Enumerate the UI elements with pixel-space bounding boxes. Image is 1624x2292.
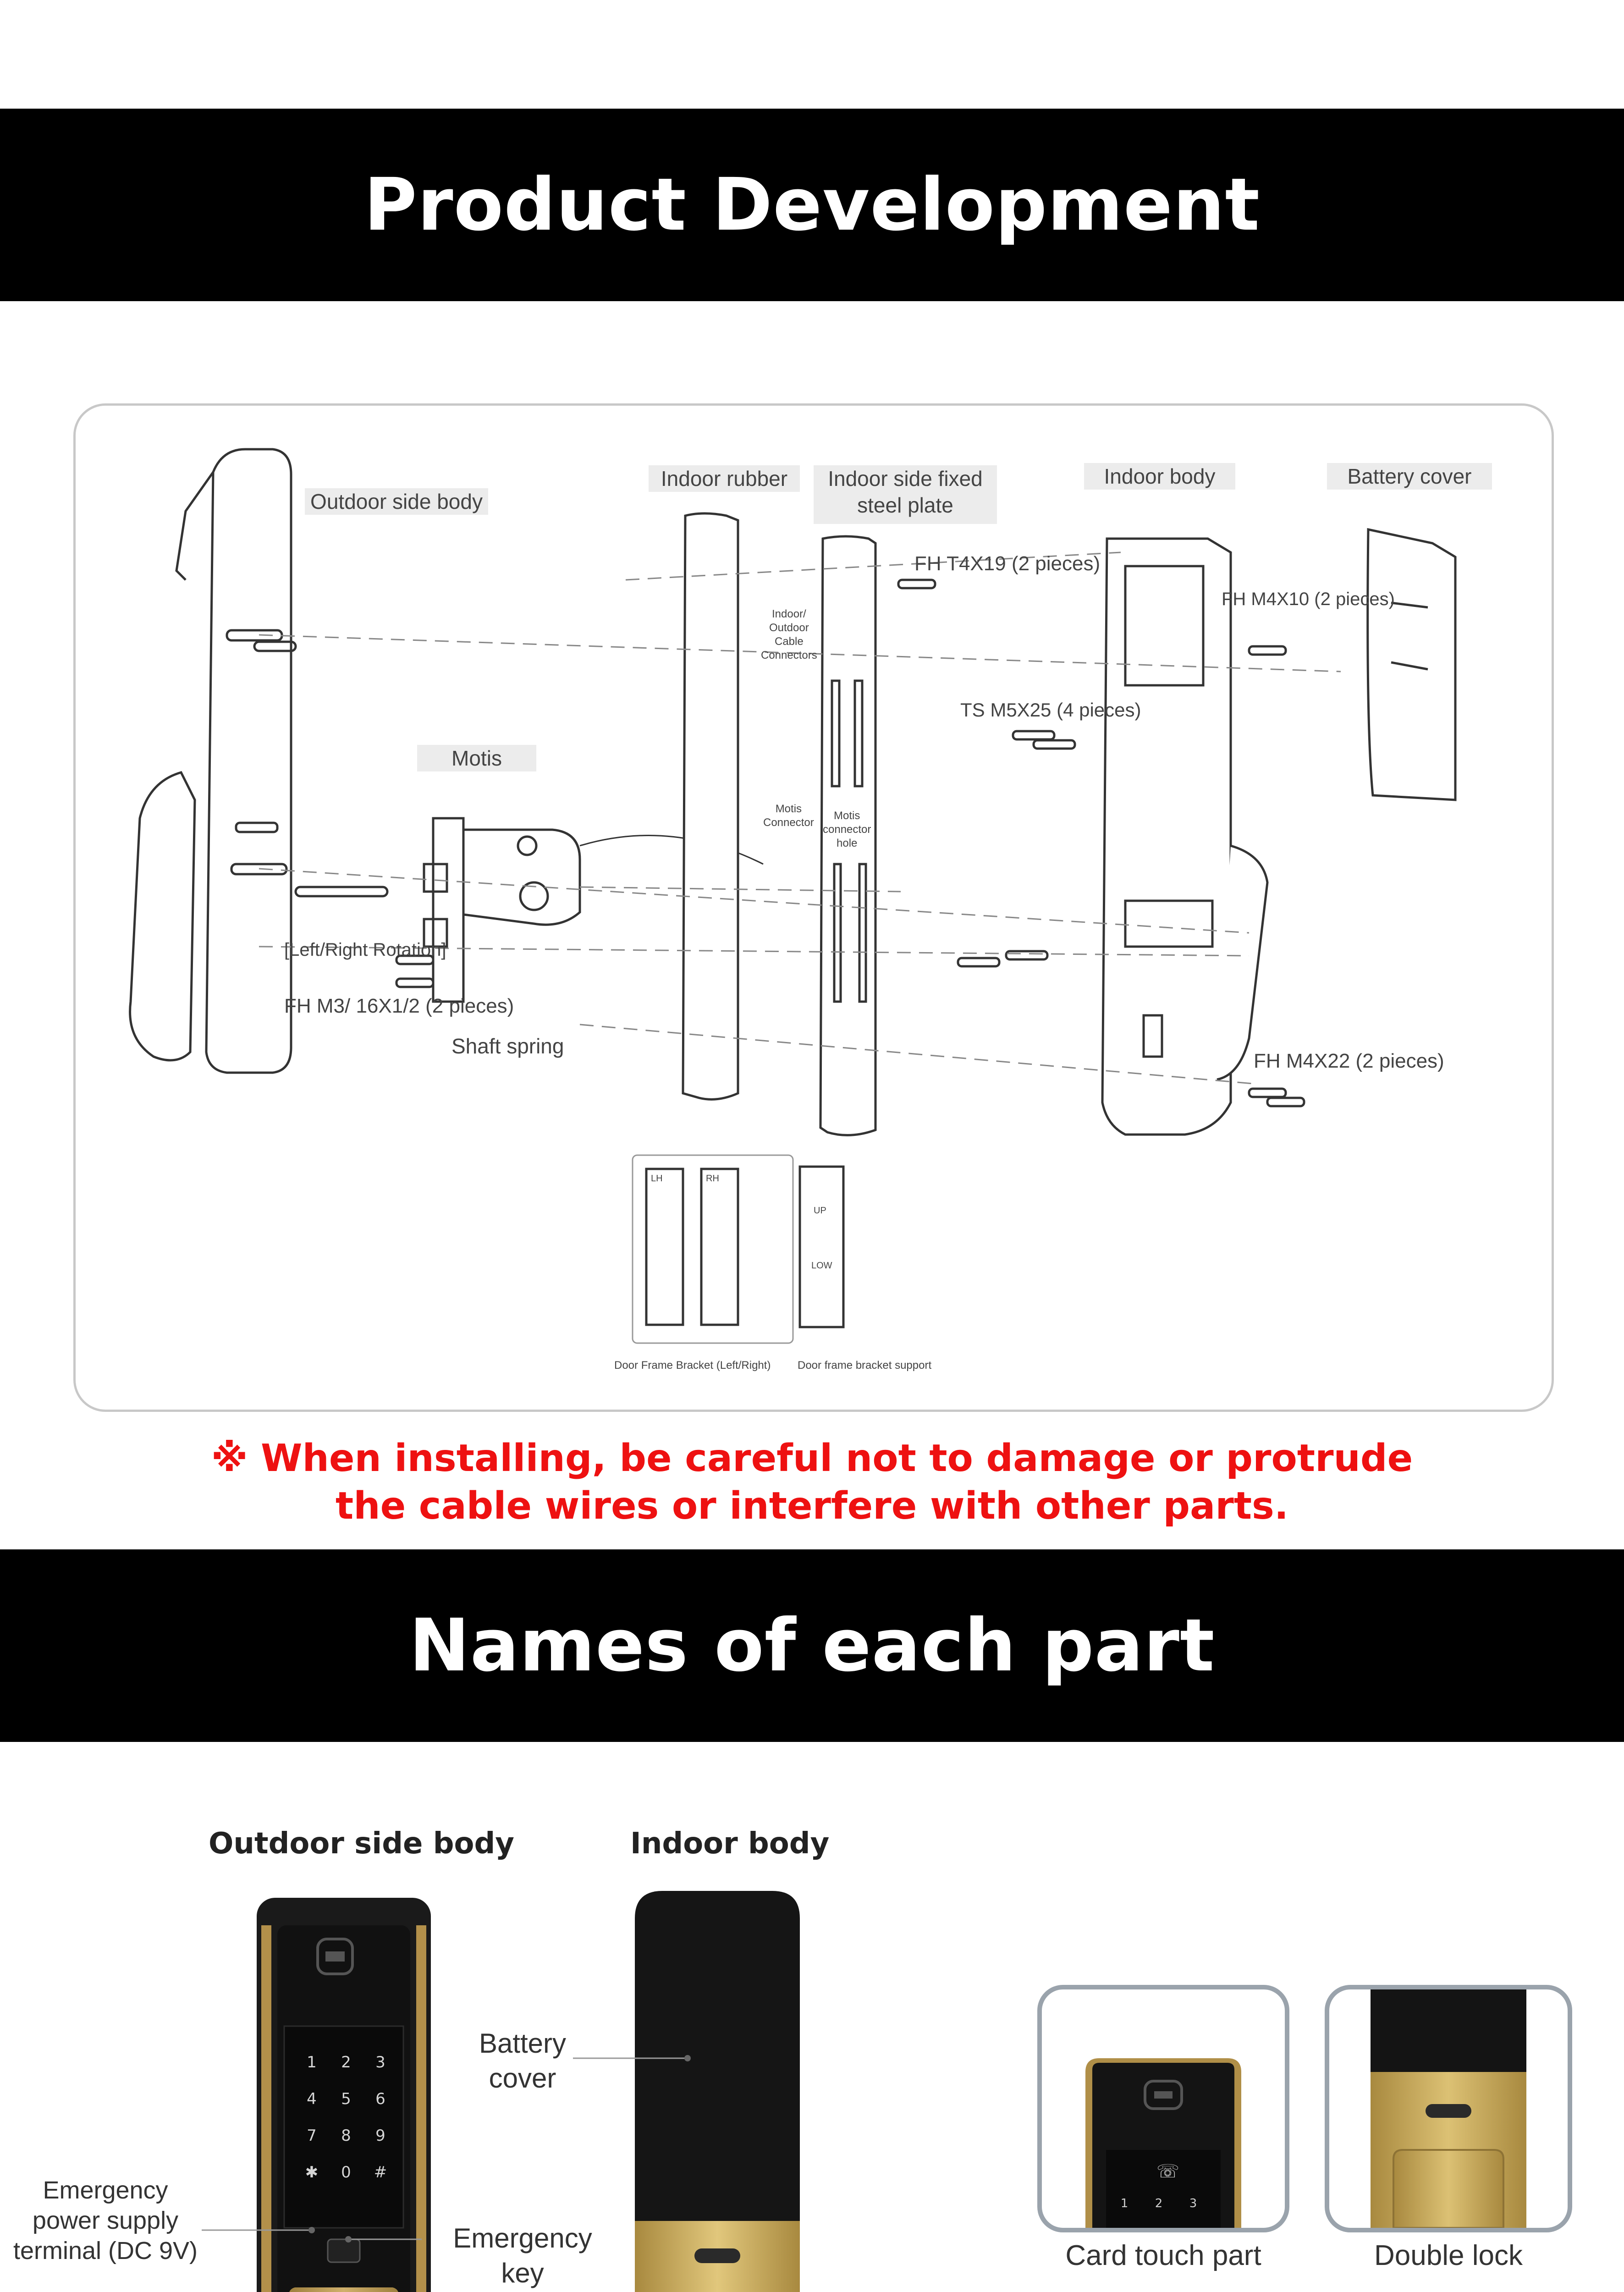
label-shaft-spring: Shaft spring [451, 1034, 564, 1058]
svg-text:#: # [374, 2163, 387, 2182]
label-outdoor-side-body: Outdoor side body [305, 488, 488, 515]
svg-text:6: 6 [375, 2090, 385, 2108]
label-screw-m4x10: FH M4X10 (2 pieces) [1222, 589, 1395, 609]
bracket-low-label: LOW [811, 1261, 832, 1271]
label-indoor-fixed-plate-line2: steel plate [857, 493, 953, 517]
label-battery-cover: Battery cover [1327, 463, 1492, 490]
svg-text:2: 2 [1155, 2197, 1163, 2210]
label-motis-hole-line1: Motis [834, 810, 860, 822]
svg-text:4: 4 [307, 2090, 317, 2108]
names-of-parts-title: Names of each part [409, 1603, 1215, 1688]
label-cable-connectors-line1: Indoor/ [772, 608, 806, 620]
label-cable-connectors-line3: Cable [775, 635, 804, 648]
label-motis: Motis [417, 745, 536, 771]
label-bracket-left-right: Door Frame Bracket (Left/Right) [614, 1359, 771, 1372]
svg-text:3: 3 [375, 2053, 385, 2072]
indoor-lock-image [635, 1891, 800, 2292]
product-development-banner [0, 109, 1624, 301]
warning-line-1: ※ When installing, be careful not to damage or protrude [211, 1437, 1413, 1480]
card-touch-image [1042, 1989, 1285, 2228]
label-motis-connector [763, 802, 814, 830]
svg-text:✱: ✱ [305, 2163, 319, 2182]
label-cable-connectors-line2: Outdoor [769, 622, 809, 634]
caption-card-touch: Card touch part [1065, 2240, 1261, 2271]
label-motis-connector-line1: Motis [775, 803, 802, 815]
label-screw-m3: FH M3/ 16X1/2 (2 pieces) [284, 995, 514, 1017]
svg-text:☏: ☏ [1156, 2161, 1180, 2182]
svg-text:0: 0 [341, 2163, 351, 2182]
indoor-body-title: Indoor body [630, 1827, 830, 1861]
emergency-key-line2: key [501, 2258, 544, 2288]
label-screw-m5x25: TS M5X25 (4 pieces) [960, 699, 1141, 721]
svg-text:3: 3 [1189, 2197, 1197, 2210]
label-emergency-key-cover [440, 2221, 605, 2292]
label-cable-connectors [761, 607, 817, 662]
label-emergency-power-terminal [9, 2175, 202, 2266]
svg-text:2: 2 [341, 2053, 351, 2072]
svg-text:5: 5 [341, 2090, 351, 2108]
label-motis-hole-line2: connector [823, 823, 871, 836]
product-development-title: Product Development [363, 163, 1261, 247]
emergency-key-line1: Emergency [453, 2223, 592, 2253]
svg-text:1: 1 [307, 2053, 317, 2072]
bracket-rh-label: RH [706, 1174, 719, 1184]
tile-card-touch [1037, 1985, 1289, 2232]
caption-double-lock: Double lock [1374, 2240, 1523, 2271]
outdoor-body-title: Outdoor side body [209, 1827, 514, 1861]
label-bracket-support: Door frame bracket support [798, 1359, 932, 1372]
label-rotation: [Left/Right Rotation] [284, 940, 446, 960]
warning-line-2: the cable wires or interfere with other parts. [336, 1484, 1288, 1528]
exploded-diagram-drawing [76, 406, 1552, 1410]
label-screw-t4x19: FH T4X19 (2 pieces) [914, 552, 1101, 575]
tile-double-lock [1325, 1985, 1572, 2232]
svg-text:7: 7 [307, 2127, 317, 2145]
emergency-power-line3: terminal (DC 9V) [13, 2237, 198, 2264]
svg-text:1: 1 [1120, 2197, 1129, 2210]
label-cable-connectors-line4: Connectors [761, 649, 817, 661]
bracket-lh-label: LH [651, 1174, 663, 1184]
emergency-power-line1: Emergency [43, 2176, 168, 2204]
label-motis-connector-line2: Connector [763, 816, 814, 829]
label-indoor-fixed-plate [814, 465, 997, 524]
label-indoor-body: Indoor body [1084, 463, 1235, 490]
label-battery-cover-part [477, 2026, 568, 2096]
svg-text:8: 8 [341, 2127, 351, 2145]
label-indoor-rubber: Indoor rubber [649, 465, 800, 492]
label-screw-m4x22: FH M4X22 (2 pieces) [1254, 1050, 1444, 1072]
svg-text:9: 9 [375, 2127, 385, 2145]
label-motis-connector-hole [823, 809, 871, 850]
installation-warning [0, 1435, 1624, 1530]
emergency-power-line2: power supply [32, 2207, 179, 2234]
outdoor-lock-image [257, 1898, 431, 2292]
exploded-diagram-panel [73, 403, 1554, 1412]
battery-cover-line2: cover [489, 2063, 556, 2094]
label-indoor-fixed-plate-line1: Indoor side fixed [828, 467, 983, 490]
names-of-parts-banner [0, 1549, 1624, 1742]
label-motis-hole-line3: hole [837, 837, 858, 849]
battery-cover-line1: Battery [479, 2028, 567, 2059]
double-lock-image [1329, 1989, 1568, 2228]
bracket-up-label: UP [814, 1206, 826, 1216]
